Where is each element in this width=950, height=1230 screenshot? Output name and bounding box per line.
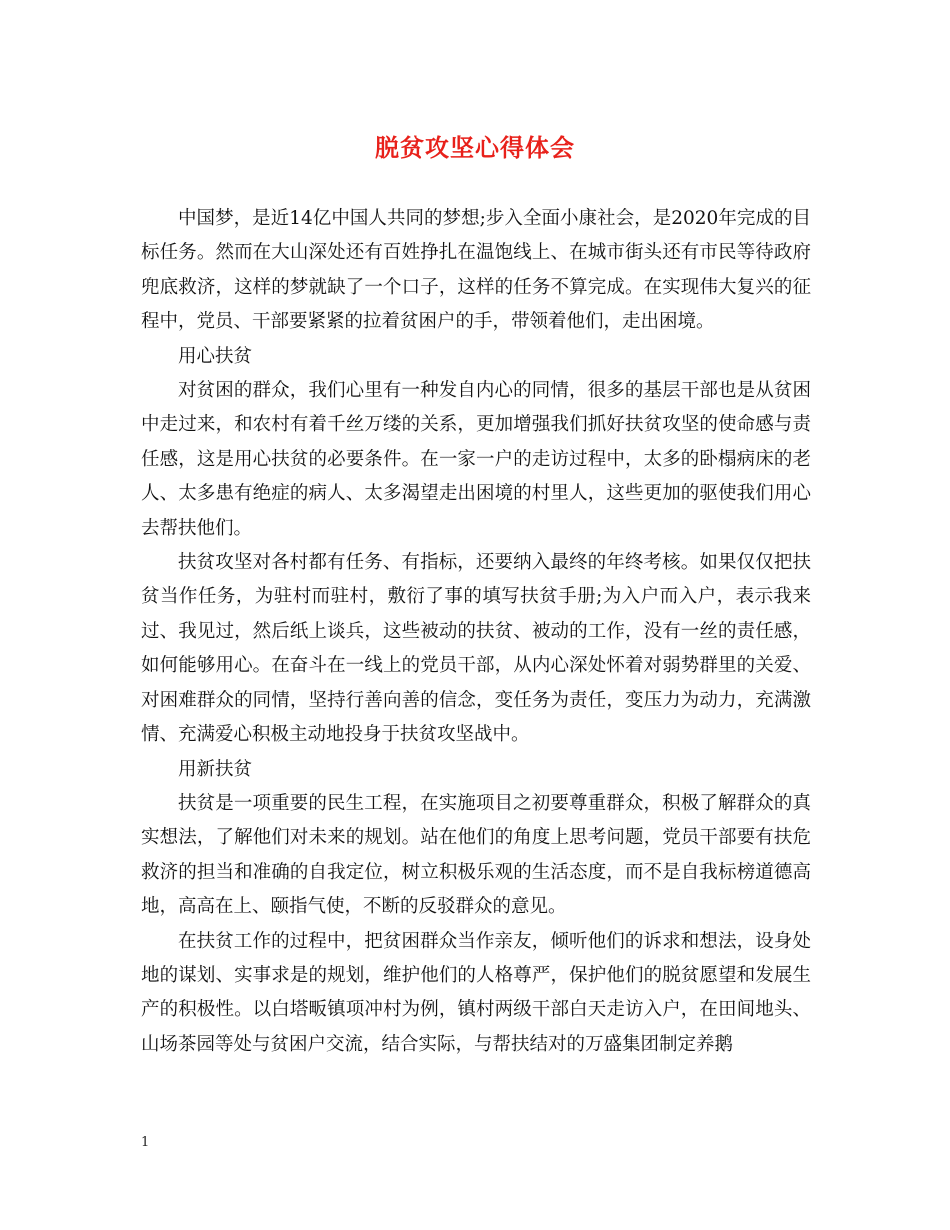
paragraph-new-1: 扶贫是一项重要的民生工程，在实施项目之初要尊重群众，积极了解群众的真实想法，了解他们对未来的规划。站在他们的角度上思考问题，党员干部要有扶危救济的担当和准确的自我定位，树立积极乐观的生活态度，而不是自我标榜道德高地，高高在上、颐指气使，不断的反驳群众的意见。 [141, 792, 811, 918]
section-heading-heart: 用心扶贫 [178, 345, 253, 367]
paragraph-heart-1: 对贫困的群众，我们心里有一种发自内心的同情，很多的基层干部也是从贫困中走过来，和农村有着千丝万缕的关系，更加增强我们抓好扶贫攻坚的使命感与责任感，这是用心扶贫的必要条件。在一家一户的走访过程中，太多的卧榻病床的老人、太多患有绝症的病人、太多渴望走出困境的村里人，这些更加的驱使我们用心去帮扶他们。 [141, 380, 811, 539]
page-number: 1 [141, 1135, 150, 1150]
paragraph-heart-2: 扶贫攻坚对各村都有任务、有指标，还要纳入最终的年终考核。如果仅仅把扶贫当作任务，为驻村而驻村，敷衍了事的填写扶贫手册;为入户而入户，表示我来过、我见过，然后纸上谈兵，这些被动的扶贫、被动的工作，没有一丝的责任感，如何能够用心。在奋斗在一线上的党员干部，从内心深处怀着对弱势群里的关爱、对困难群众的同情，坚持行善向善的信念，变任务为责任，变压力为动力，充满激情、充满爱心积极主动地投身于扶贫攻坚战中。 [141, 552, 811, 746]
document-body [141, 202, 811, 1062]
paragraph-new-2: 在扶贫工作的过程中，把贫困群众当作亲友，倾听他们的诉求和想法，设身处地的谋划、实事求是的规划，维护他们的人格尊严，保护他们的脱贫愿望和发展生产的积极性。以白塔畈镇项冲村为例，镇村两级干部白天走访入户，在田间地头、山场茶园等处与贫困户交流，结合实际，与帮扶结对的万盛集团制定养鹅 [141, 930, 811, 1055]
section-heading-new: 用新扶贫 [178, 758, 253, 780]
paragraph-intro: 中国梦，是近14亿中国人共同的梦想;步入全面小康社会，是2020年完成的目标任务。然而在大山深处还有百姓挣扎在温饱线上、在城市街头还有市民等待政府兜底救济，这样的梦就缺了一个口子，这样的任务不算完成。在实现伟大复兴的征程中，党员、干部要紧紧的拉着贫困户的手，带领着他们，走出困境。 [141, 208, 811, 333]
document-title: 脱贫攻坚心得体会 [375, 133, 575, 162]
